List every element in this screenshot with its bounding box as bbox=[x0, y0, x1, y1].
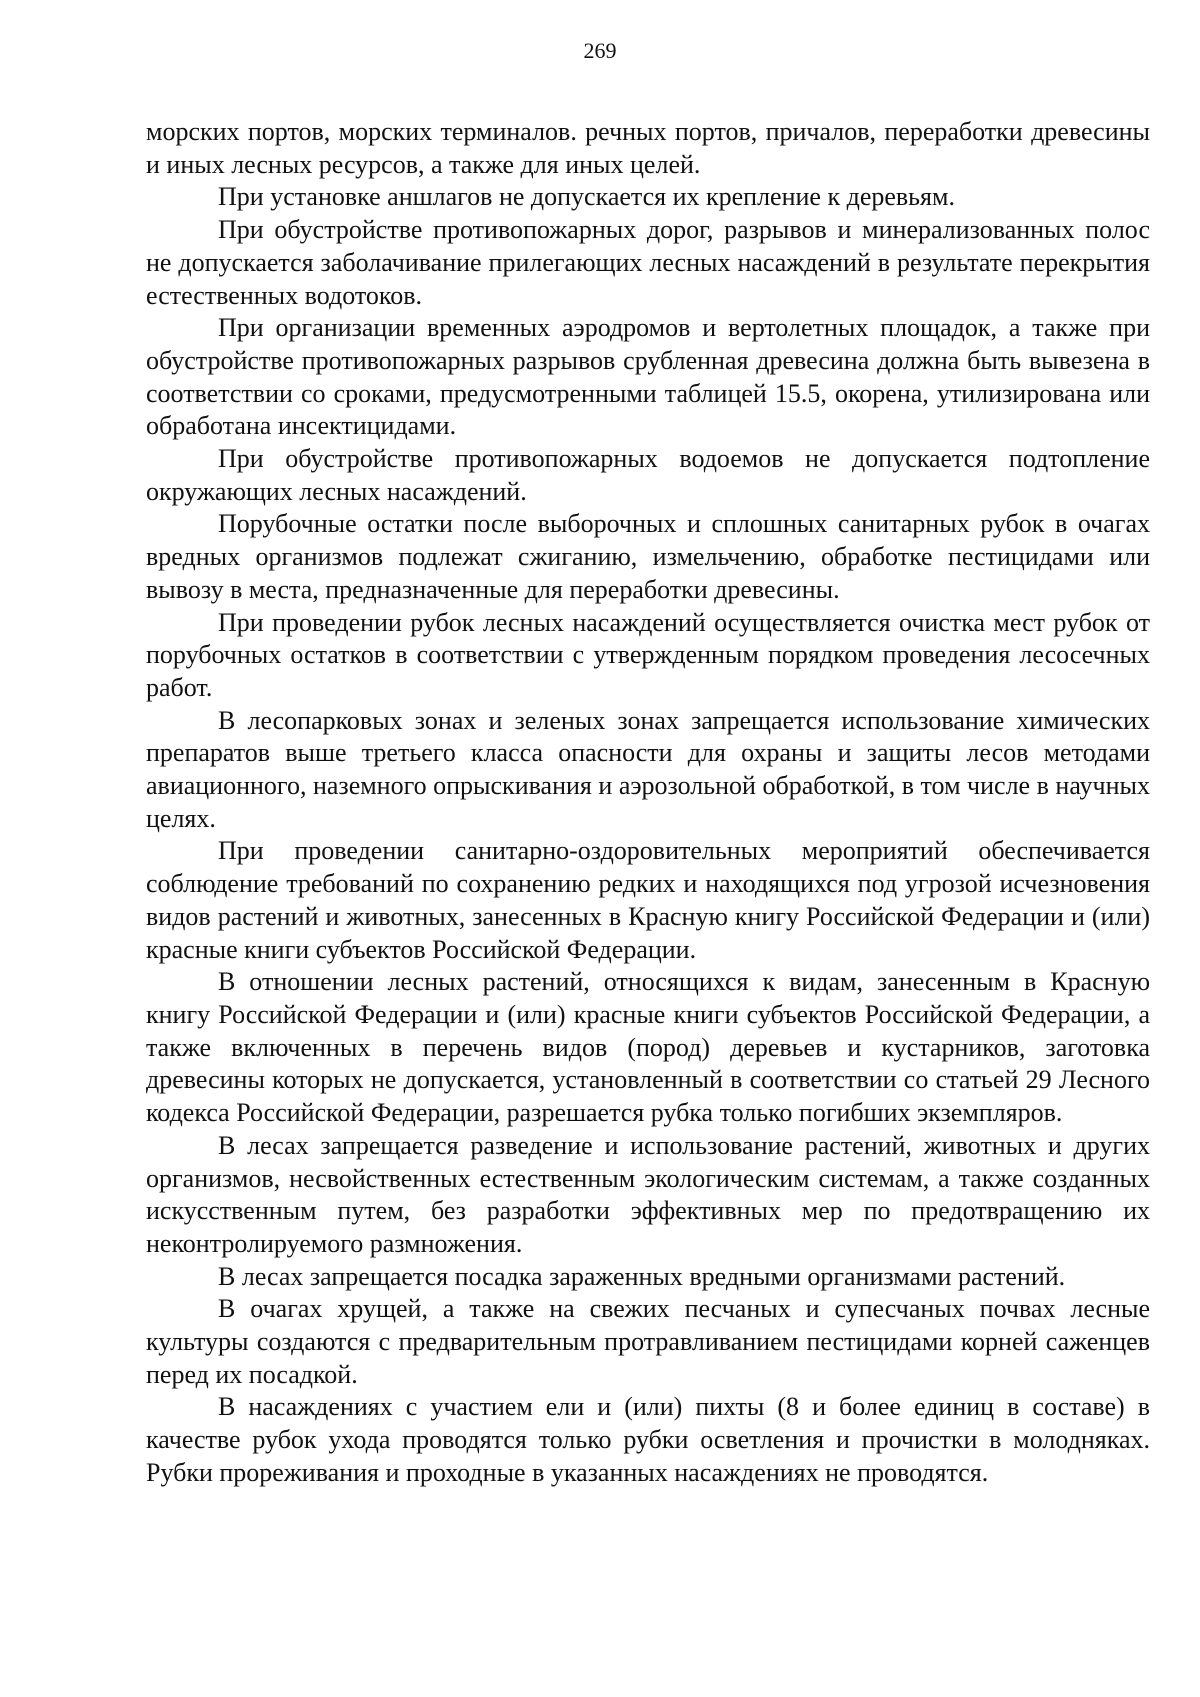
page-number: 269 bbox=[583, 38, 617, 63]
paragraph: В лесопарковых зонах и зеленых зонах запрещается использование химических препаратов выше третьего класса опасности для охраны и защиты лесов методами авиационного, наземного опрыскивания и аэрозольной обработкой, в том числе в научных целях. bbox=[146, 705, 1150, 833]
paragraph-continuation: морских портов, морских терминалов. речных портов, причалов, переработки древесины и иных лесных ресурсов, а также для иных целей. bbox=[146, 117, 1150, 179]
paragraph: При обустройстве противопожарных водоемов не допускается подтопление окружающих лесных насаждений. bbox=[146, 444, 1150, 506]
paragraph: Порубочные остатки после выборочных и сплошных санитарных рубок в очагах вредных организмов подлежат сжиганию, измельчению, обработке пестицидами или вывозу в места, предназначенные для переработки древесины. bbox=[146, 509, 1150, 604]
document-body bbox=[146, 116, 1150, 1490]
paragraph: При проведении рубок лесных насаждений осуществляется очистка мест рубок от порубочных остатков в соответствии с утвержденным порядком проведения лесосечных работ. bbox=[146, 607, 1150, 702]
paragraph: В очагах хрущей, а также на свежих песчаных и супесчаных почвах лесные культуры создаются с предварительным протравливанием пестицидами корней саженцев перед их посадкой. bbox=[146, 1294, 1150, 1389]
paragraph: При обустройстве противопожарных дорог, разрывов и минерализованных полос не допускается заболачивание прилегающих лесных насаждений в результате перекрытия естественных водотоков. bbox=[146, 215, 1150, 310]
paragraph: При проведении санитарно-оздоровительных мероприятий обеспечивается соблюдение требований по сохранению редких и находящихся под угрозой исчезновения видов растений и животных, занесенных в Красную книгу Российской Федерации и (или) красные книги субъектов Российской Федерации. bbox=[146, 836, 1150, 964]
paragraph: При организации временных аэродромов и вертолетных площадок, а также при обустройстве противопожарных разрывов срубленная древесина должна быть вывезена в соответствии со сроками, предусмотренными таблицей 15.5, окорена, утилизирована или обработана инсектицидами. bbox=[146, 313, 1150, 441]
paragraph: В лесах запрещается разведение и использование растений, животных и других организмов, несвойственных естественным экологическим системам, а также созданных искусственным путем, без разработки эффективных мер по предотвращению их неконтролируемого размножения. bbox=[146, 1130, 1150, 1258]
paragraph: При установке аншлагов не допускается их крепление к деревьям. bbox=[218, 182, 955, 212]
paragraph: В отношении лесных растений, относящихся к видам, занесенным в Красную книгу Российской Федерации и (или) красные книги субъектов Российской Федерации, а также включенных в перечень видов (пород) деревьев и кустарников, заготовка древесины которых не допускается, установленный в соответствии со статьей 29 Лесного кодекса Российской Федерации, разрешается рубка только погибших экземпляров. bbox=[146, 967, 1150, 1128]
paragraph: В лесах запрещается посадка зараженных вредными организмами растений. bbox=[218, 1261, 1066, 1291]
paragraph: В насаждениях с участием ели и (или) пихты (8 и более единиц в составе) в качестве рубок ухода проводятся только рубки осветления и прочистки в молодняках. Рубки прореживания и проходные в указанных насаждениях не проводятся. bbox=[146, 1392, 1150, 1487]
